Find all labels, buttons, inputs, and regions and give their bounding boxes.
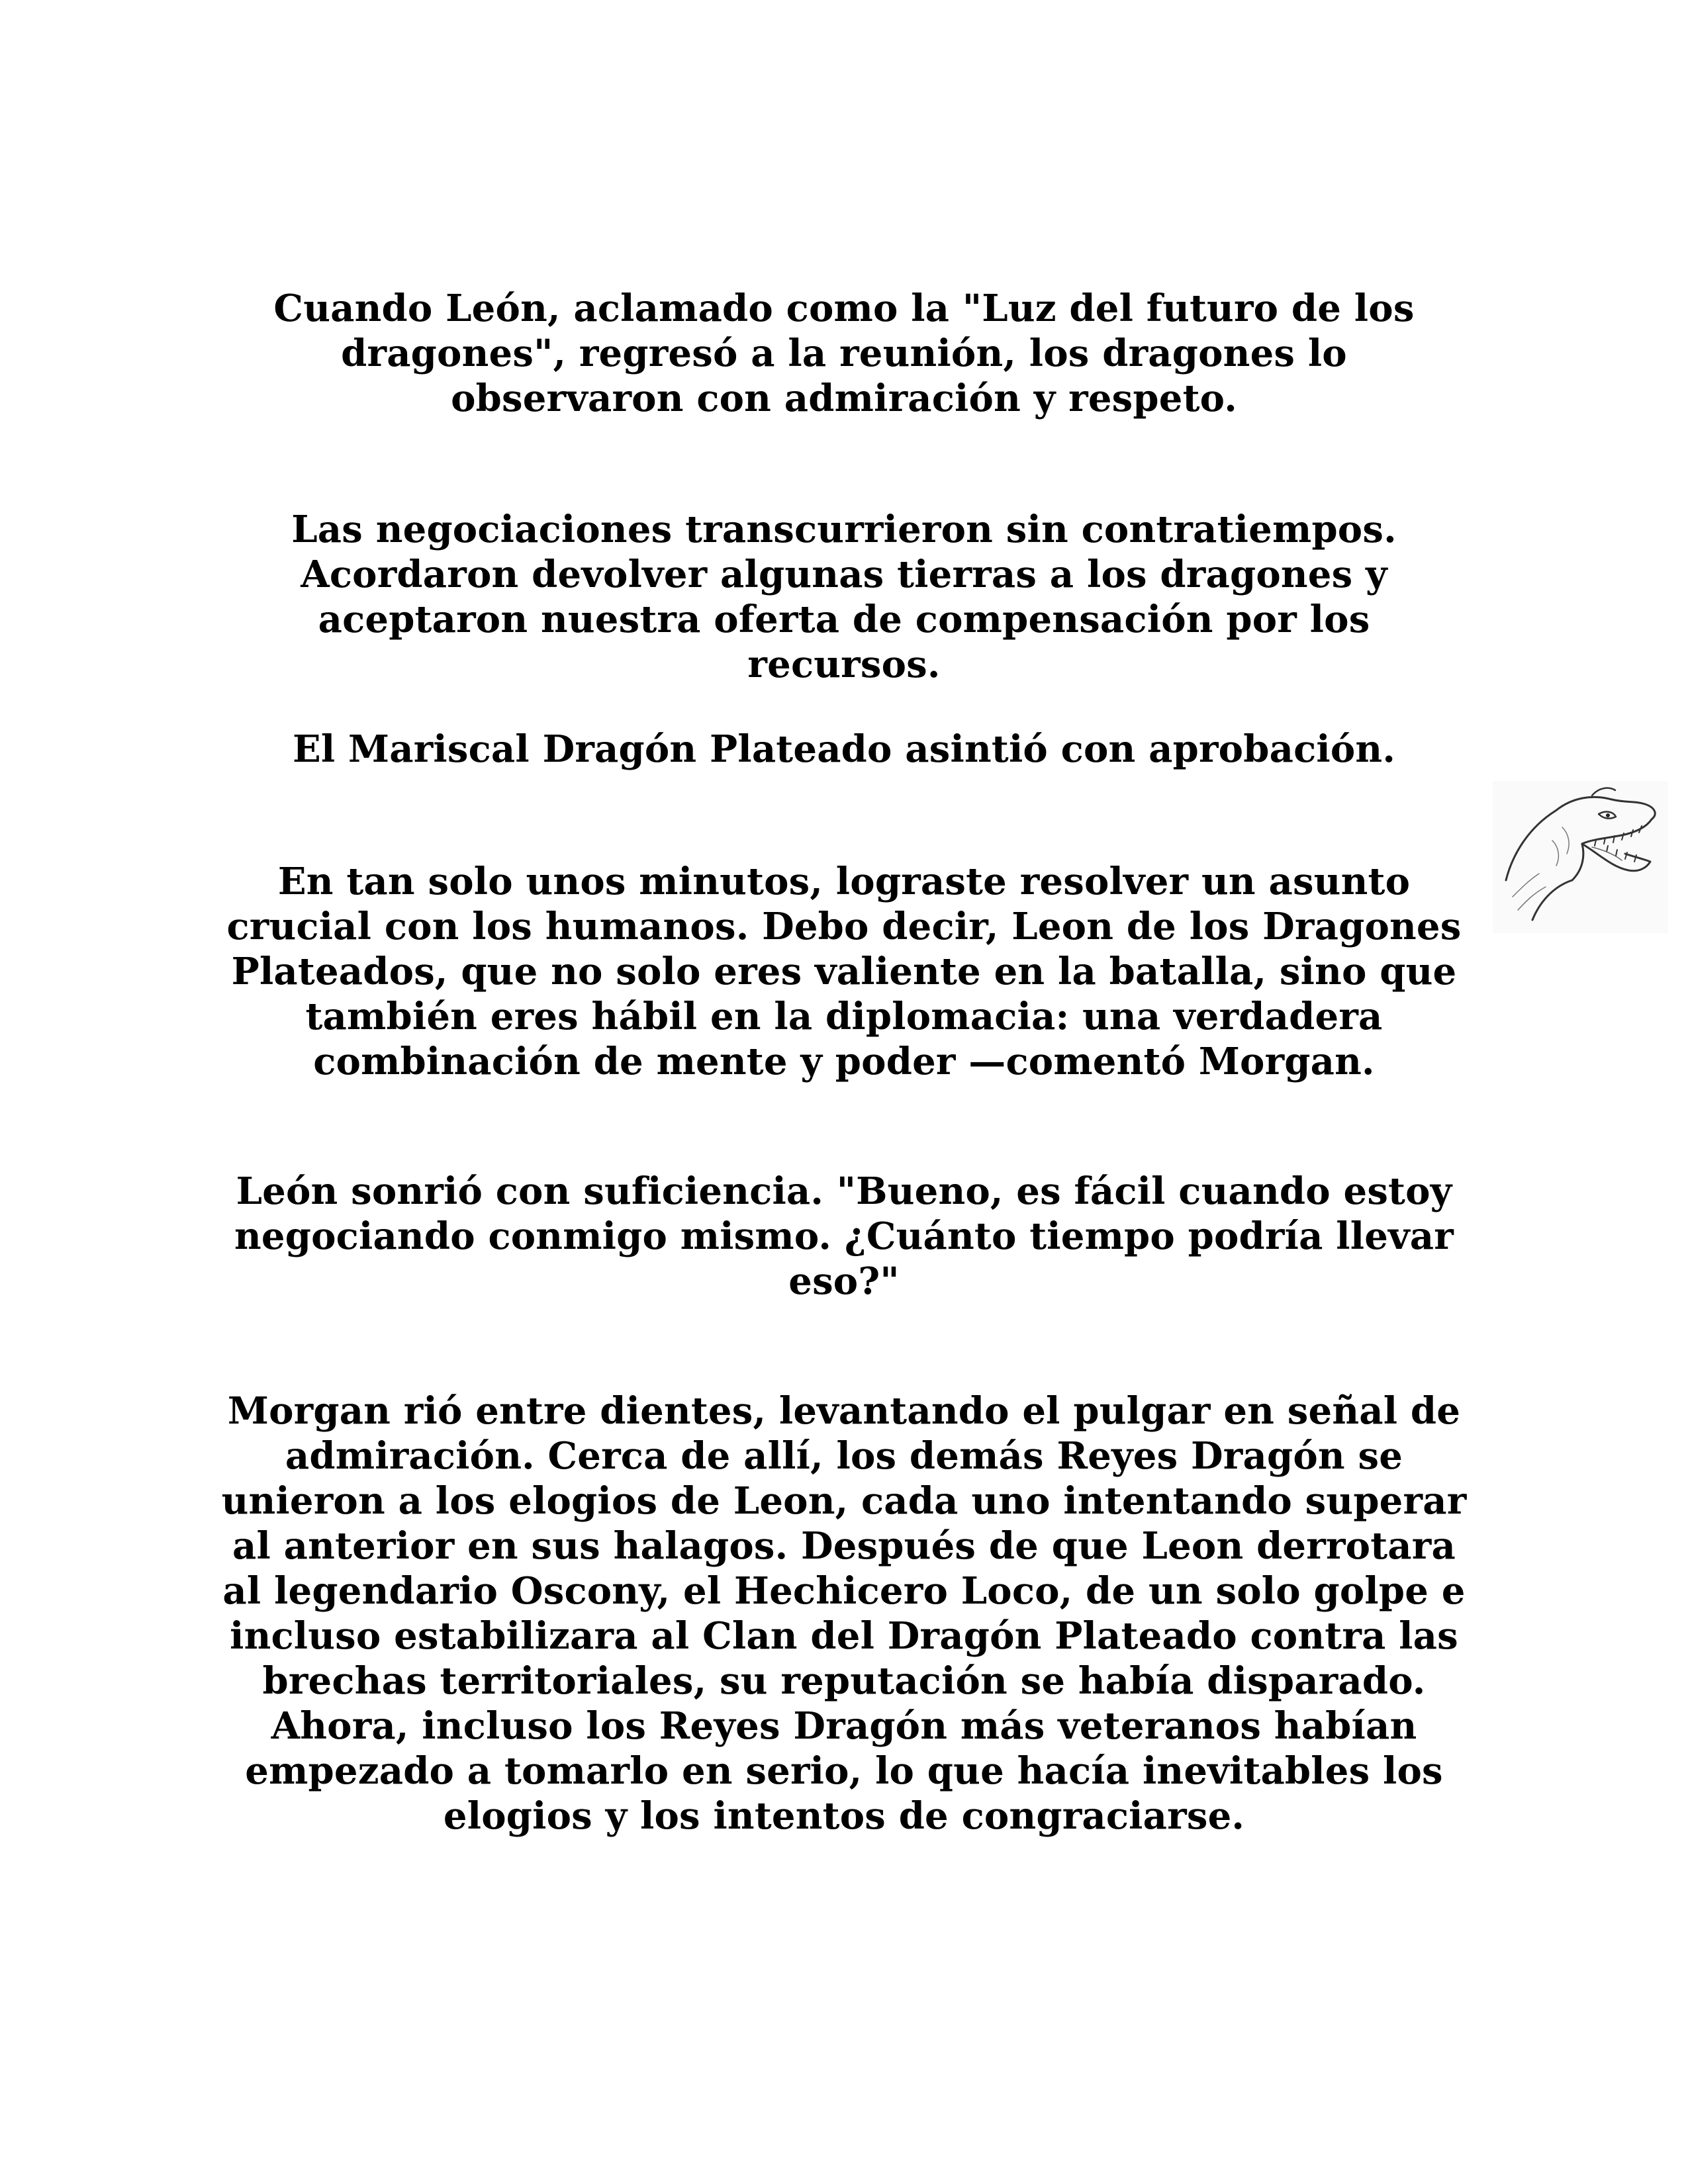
dragon-head-sketch-icon <box>1493 781 1668 933</box>
paragraph-marshal-approval: El Mariscal Dragón Plateado asintió con aprobación. <box>292 727 1396 771</box>
paragraph-dragon-kings-praise: Morgan rió entre dientes, levantando el pulgar en señal de admiración. Cerca de allí, los demás Reyes Dragón se unieron a los elogios de Leon, cada uno intentando superar al anterior en sus halagos. Después de que Leon derrotara al legendario Oscony, el Hechicero Loco, de un solo golpe e incluso estabilizara al Clan del Dragón Plateado contra las brechas territoriales, su reputación se había disparado. Ahora, incluso los Reyes Dragón más veteranos habían empezado a tomarlo en serio, lo que hacía inevitables los elogios y los intentos de congraciarse. <box>221 1389 1467 1838</box>
paragraph-negotiations: Las negociaciones transcurrieron sin contratiempos. Acordaron devolver algunas tierras a los dragones y aceptaron nuestra oferta de compensación por los recursos. <box>291 508 1397 686</box>
paragraph-morgan-comment: En tan solo unos minutos, lograste resolver un asunto crucial con los humanos. Debo decir, Leon de los Dragones Plateados, que no solo eres valiente en la batalla, sino que también eres hábil en la diplomacia: una verdadera combinación de mente y poder —comentó Morgan. <box>226 860 1462 1083</box>
paragraph-leon-smiles: León sonrió con suficiencia. "Bueno, es fácil cuando estoy negociando conmigo mismo. ¿Cuánto tiempo podría llevar eso?" <box>234 1169 1454 1303</box>
paragraph-leon-returns: Cuando León, aclamado como la "Luz del futuro de los dragones", regresó a la reunión, los dragones lo observaron con admiración y respeto. <box>273 287 1415 420</box>
